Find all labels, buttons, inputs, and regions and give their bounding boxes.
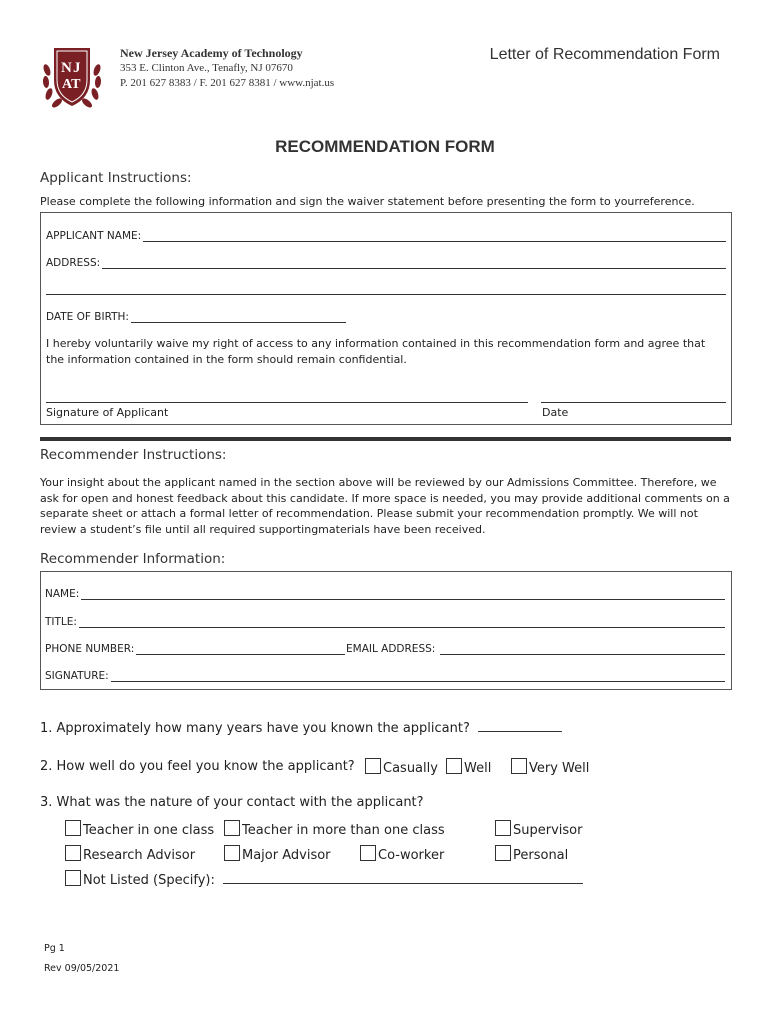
recommender-signature-field[interactable] bbox=[45, 669, 725, 682]
recommender-title-line[interactable] bbox=[79, 615, 725, 628]
date-of-birth-line[interactable] bbox=[131, 310, 346, 323]
recommender-signature-label: SIGNATURE: bbox=[45, 670, 109, 682]
section-divider bbox=[40, 437, 731, 441]
recommender-instructions-heading: Recommender Instructions: bbox=[40, 447, 227, 463]
supervisor-checkbox[interactable] bbox=[495, 820, 511, 836]
question-2-text: 2. How well do you feel you know the applicant? bbox=[40, 759, 355, 774]
email-address-line[interactable] bbox=[440, 642, 725, 655]
co-worker-label: Co-worker bbox=[378, 848, 445, 863]
casually-label: Casually bbox=[383, 761, 438, 776]
applicant-name-field[interactable] bbox=[46, 229, 726, 242]
revision-date: Rev 09/05/2021 bbox=[44, 963, 120, 974]
applicant-signature-label: Signature of Applicant bbox=[46, 406, 169, 419]
address-line[interactable] bbox=[102, 256, 726, 269]
option-teacher-one-class[interactable] bbox=[65, 820, 214, 838]
date-of-birth-field[interactable] bbox=[46, 310, 346, 323]
personal-checkbox[interactable] bbox=[495, 845, 511, 861]
org-name: New Jersey Academy of Technology bbox=[120, 46, 303, 60]
phone-number-label: PHONE NUMBER: bbox=[45, 643, 135, 655]
applicant-date-label: Date bbox=[542, 406, 569, 419]
teacher-multiple-classes-label: Teacher in more than one class bbox=[242, 823, 445, 838]
date-of-birth-label: DATE OF BIRTH: bbox=[46, 311, 129, 323]
option-not-listed[interactable] bbox=[65, 870, 583, 888]
applicant-name-label: APPLICANT NAME: bbox=[46, 230, 142, 242]
option-major-advisor[interactable] bbox=[224, 845, 331, 863]
option-very-well[interactable] bbox=[511, 758, 589, 776]
question-1-text: 1. Approximately how many years have you known the applicant? bbox=[40, 721, 470, 736]
question-1 bbox=[40, 719, 562, 736]
applicant-instructions-text: Please complete the following information and sign the waiver statement before presenting the form to yourreference. bbox=[40, 195, 695, 208]
waiver-statement: I hereby voluntarily waive my right of access to any information contained in this recommendation form and agree that the information contained in the form should remain confidential. bbox=[46, 337, 706, 366]
research-advisor-checkbox[interactable] bbox=[65, 845, 81, 861]
organization-info bbox=[120, 46, 334, 91]
co-worker-checkbox[interactable] bbox=[360, 845, 376, 861]
recommender-title-field[interactable] bbox=[45, 615, 725, 628]
teacher-one-class-label: Teacher in one class bbox=[83, 823, 215, 838]
major-advisor-label: Major Advisor bbox=[242, 848, 331, 863]
logo-letter-n: N bbox=[61, 60, 72, 76]
research-advisor-label: Research Advisor bbox=[83, 848, 196, 863]
address-label: ADDRESS: bbox=[46, 257, 101, 269]
applicant-date-line[interactable] bbox=[541, 402, 726, 403]
well-checkbox[interactable] bbox=[446, 758, 462, 774]
not-listed-specify-blank[interactable] bbox=[223, 871, 583, 884]
address-field[interactable] bbox=[46, 256, 726, 269]
teacher-one-class-checkbox[interactable] bbox=[65, 820, 81, 836]
recommender-signature-line[interactable] bbox=[111, 669, 725, 682]
major-advisor-checkbox[interactable] bbox=[224, 845, 240, 861]
form-title: Letter of Recommendation Form bbox=[489, 46, 720, 63]
page-number: Pg 1 bbox=[44, 943, 65, 954]
option-research-advisor[interactable] bbox=[65, 845, 195, 863]
recommender-name-label: NAME: bbox=[45, 588, 80, 600]
casually-checkbox[interactable] bbox=[365, 758, 381, 774]
question-3-text: 3. What was the nature of your contact with the applicant? bbox=[40, 795, 424, 810]
option-personal[interactable] bbox=[495, 845, 568, 863]
option-casually[interactable] bbox=[365, 758, 438, 776]
teacher-multiple-classes-checkbox[interactable] bbox=[224, 820, 240, 836]
recommender-instructions-text: Your insight about the applicant named in the section above will be reviewed by our Admissions Committee. Therefore, we ask for open and honest feedback about this candidate. If more space is needed, you may provide additional comments on a separate sheet or attach a formal letter of recommendation. Please submit your recommendation promptly. We will not review a student’s file until all required supportingmaterials have been received. bbox=[40, 476, 730, 536]
applicant-instructions-heading: Applicant Instructions: bbox=[40, 170, 192, 186]
option-supervisor[interactable] bbox=[495, 820, 582, 838]
recommender-name-field[interactable] bbox=[45, 587, 725, 600]
supervisor-label: Supervisor bbox=[513, 823, 583, 838]
option-co-worker[interactable] bbox=[360, 845, 444, 863]
recommender-title-label: TITLE: bbox=[45, 616, 77, 628]
phone-number-line[interactable] bbox=[136, 642, 345, 655]
recommender-name-line[interactable] bbox=[81, 587, 725, 600]
option-well[interactable] bbox=[446, 758, 491, 776]
school-logo bbox=[40, 40, 104, 112]
page-title: RECOMMENDATION FORM bbox=[275, 137, 495, 156]
logo-letter-j: J bbox=[73, 60, 81, 76]
phone-number-field[interactable] bbox=[45, 642, 345, 655]
personal-label: Personal bbox=[513, 848, 569, 863]
applicant-signature-line[interactable] bbox=[46, 402, 528, 403]
not-listed-checkbox[interactable] bbox=[65, 870, 81, 886]
well-label: Well bbox=[464, 761, 492, 776]
org-address: 353 E. Clinton Ave., Tenafly, NJ 07670 bbox=[120, 62, 293, 74]
option-teacher-multiple-classes[interactable] bbox=[224, 820, 445, 838]
email-address-field[interactable] bbox=[346, 642, 725, 655]
not-listed-label: Not Listed (Specify): bbox=[83, 873, 215, 888]
recommender-information-heading: Recommender Information: bbox=[40, 551, 226, 567]
org-contact: P. 201 627 8383 / F. 201 627 8381 / www.njat.us bbox=[120, 77, 335, 89]
email-address-label: EMAIL ADDRESS: bbox=[346, 643, 436, 655]
logo-letters-at: AT bbox=[62, 77, 81, 92]
very-well-checkbox[interactable] bbox=[511, 758, 527, 774]
applicant-name-line[interactable] bbox=[143, 229, 726, 242]
address-line-2[interactable] bbox=[46, 294, 726, 295]
years-known-blank[interactable] bbox=[478, 719, 562, 732]
very-well-label: Very Well bbox=[529, 761, 590, 776]
